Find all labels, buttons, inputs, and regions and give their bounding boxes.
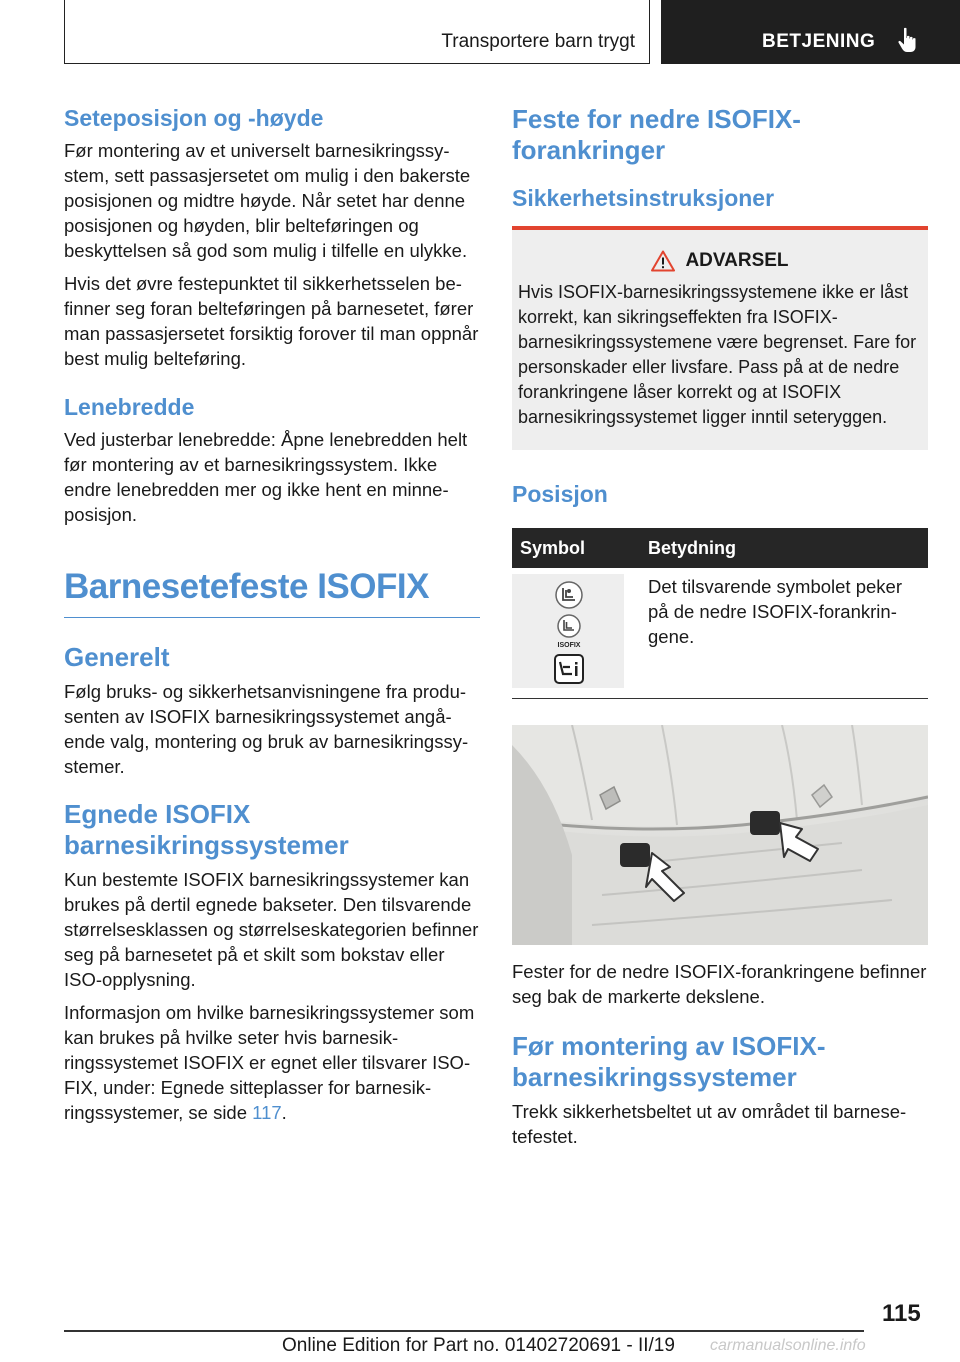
paragraph: Følg bruks- og sikkerhetsanvisningene fra produsenten av ISOFIX barnesikringssystemet angående valg, montering og bruk av barnesikringssystemer. [64, 681, 469, 777]
meaning-cell: Det tilsvarende symbolet peker på de nedre ISOFIX-forankringene. [640, 568, 928, 699]
symbol-table [512, 528, 928, 699]
page-number: 115 [882, 1300, 921, 1327]
table-header-meaning: Betydning [640, 528, 928, 568]
heading-safety-instructions: Sikkerhetsinstruksjoner [512, 185, 775, 211]
heading-general: Generelt [64, 642, 170, 672]
paragraph: Før montering av et universelt barnesikringssystem, sett passasjersetet om mulig i den bakerste posisjonen og midtre høyde. Når setet har denne posisjonen og høyden, blir belteføringen og beskyttelsen så god som mulig i tilfelle en ulykke. [64, 140, 471, 261]
photo-caption: Fester for de nedre ISOFIX-forankringene befinner seg bak de markerte dekslene. [512, 961, 927, 1007]
table-header-symbol: Symbol [512, 528, 640, 568]
rear-seat-illustration [512, 725, 928, 945]
paragraph-end: . [281, 1102, 287, 1123]
heading-isofix-anchor: Barnesetefeste ISOFIX [64, 565, 480, 618]
warning-triangle-icon [651, 250, 675, 272]
warning-label: ADVARSEL [685, 250, 789, 271]
paragraph: Kun bestemte ISOFIX barnesikringssystemer kan brukes på dertil egnede bakseter. Den tilsvarende størrelsesklassen og størrelseskategorien befinner seg på barnesetet på et skilt som bokstav eller ISO-opplysning. [64, 869, 479, 990]
paragraph: Hvis det øvre festepunktet til sikkerhetsselen befinner seg foran belteføringen på barnesetet, fører man passasjersetet forsiktig forover til man oppnår best mulig belteføring. [64, 273, 479, 369]
isofix-badge-icon [555, 614, 583, 650]
page-link[interactable]: 117 [252, 1102, 282, 1123]
child-seat-icon [554, 580, 584, 610]
footer-divider [64, 1330, 864, 1332]
edition-text: Online Edition for Part no. 01402720691 - II/19 [282, 1335, 675, 1356]
table-header-row [512, 528, 928, 568]
paragraph-text: Informasjon om hvilke barnesikringssystemer som kan brukes på hvilke seter hvis barnesikringssystemet ISOFIX er egnet eller tilsvarer ISOFIX, under: Egnede sitteplasser for barnesikringssystemer, se side [64, 1002, 475, 1123]
right-column [512, 104, 928, 1157]
seat-info-icon [554, 654, 584, 684]
paragraph: Ved justerbar lenebredde: Åpne lenebredden helt før montering av et barnesikringssystem. Ikke endre lenebredden mer og ikke hent en minne-posisjon. [64, 429, 468, 525]
isofix-symbols [512, 574, 624, 688]
isofix-badge-text: ISOFIX [557, 642, 581, 649]
warning-text: Hvis ISOFIX-barnesikringssystemene ikke er låst korrekt, kan sikringseffekten fra ISOFIX-barnesikringssystemene være begrenset. Fare for personskader eller livsfare. Pass på at de nedre forankringene låser korrekt og at ISOFIX barnesikringssystemet ligger inntil seteryggen. [518, 282, 917, 427]
pointing-hand-icon [897, 27, 919, 55]
heading-lower-anchors: Feste for nedre ISOFIX-forankringer [512, 104, 801, 165]
heading-headrest-width: Lenebredde [64, 394, 195, 420]
running-header [64, 0, 650, 64]
watermark: carmanualsonline.info [710, 1337, 866, 1354]
left-column [64, 104, 480, 1133]
heading-suitable-systems: Egnede ISOFIX barnesikringssystemer [64, 799, 349, 860]
warning-title [518, 250, 922, 272]
heading-position: Posisjon [512, 481, 608, 507]
heading-before-mounting: Før montering av ISOFIX-barnesikringssystemer [512, 1031, 826, 1092]
warning-box [512, 226, 928, 450]
table-row [512, 568, 928, 699]
paragraph: Trekk sikkerhetsbeltet ut av området til barnesetefestet. [512, 1101, 907, 1147]
heading-seat-position: Seteposisjon og -høyde [64, 105, 324, 131]
paragraph [64, 1000, 480, 1125]
symbol-cell [512, 568, 640, 699]
chapter-title: BETJENING [762, 31, 876, 52]
section-title: Transportere barn trygt [441, 31, 635, 52]
chapter-tab [661, 0, 960, 64]
isofix-photo [512, 725, 928, 945]
